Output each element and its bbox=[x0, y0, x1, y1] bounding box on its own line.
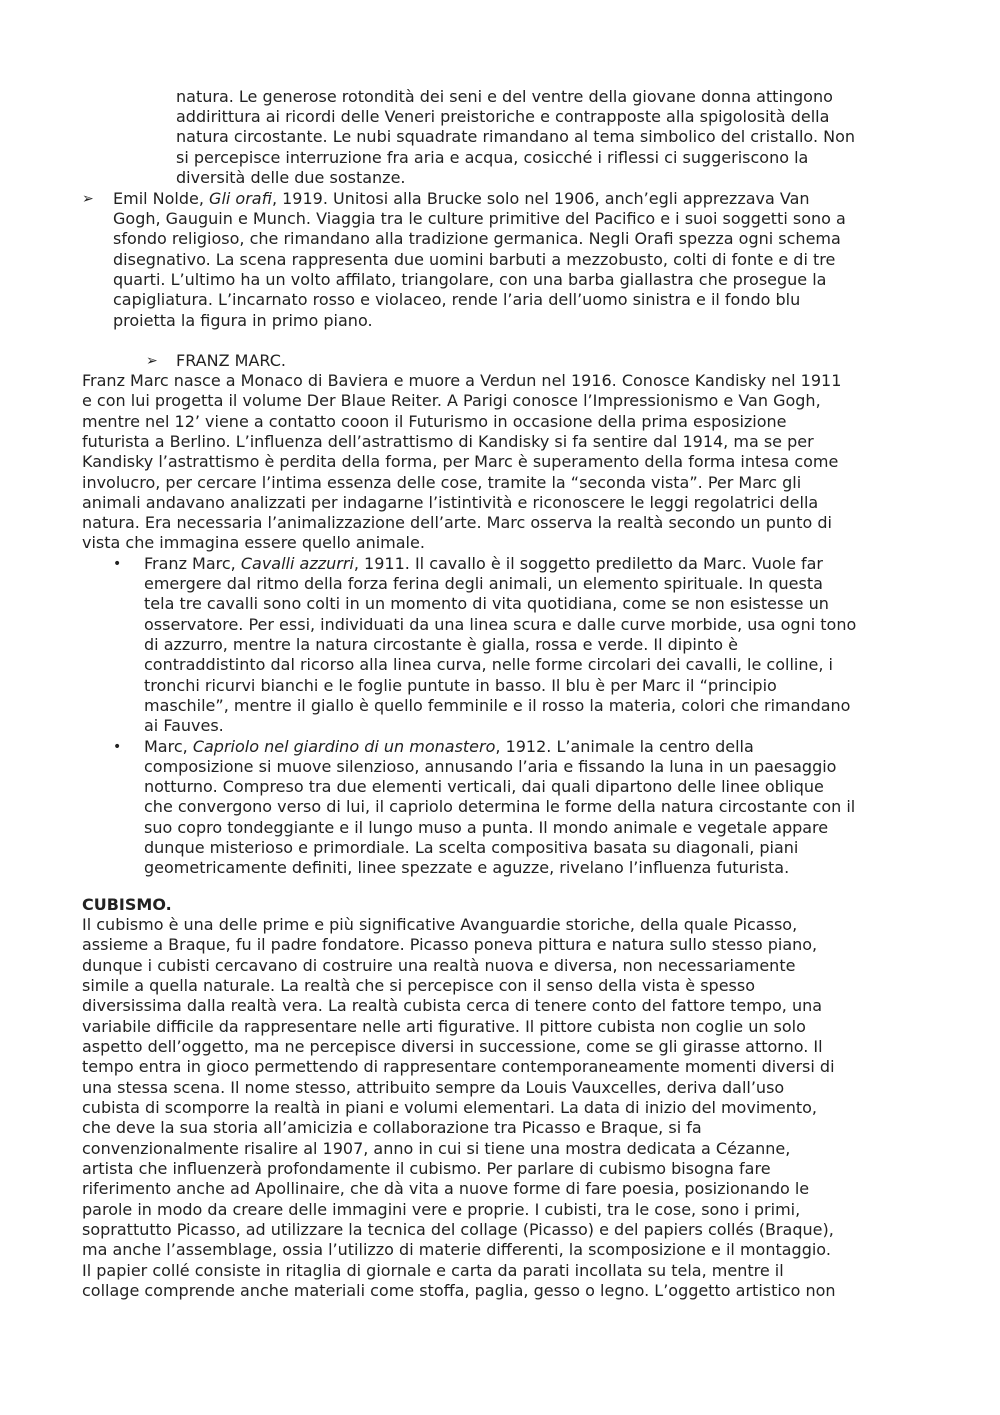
text-line: ma anche l’assemblage, ossia l’utilizzo di materie differenti, la scomposizione e il montaggio. bbox=[82, 1240, 831, 1259]
text-line: animali andavano analizzati per indagarne l’istintività e riconoscere le leggi regolatrici della bbox=[82, 493, 819, 512]
text-line: Il cubismo è una delle prime e più significative Avanguardie storiche, della quale Picasso, bbox=[82, 915, 798, 934]
text-line: dunque i cubisti cercavano di costruire una realtà nuova e diversa, non necessariamente bbox=[82, 956, 796, 975]
bullet-dot-icon: • bbox=[113, 739, 122, 755]
text-line: Il papier collé consiste in ritaglia di giornale e carta da parati incollata su tela, mentre il bbox=[82, 1261, 784, 1280]
text-line: assieme a Braque, fu il padre fondatore. Picasso poneva pittura e natura sullo stesso piano, bbox=[82, 935, 818, 954]
text-line: quarti. L’ultimo ha un volto affilato, triangolare, con una barba giallastra che prosegue la bbox=[113, 270, 827, 289]
text-line: convenzionalmente risalire al 1907, anno in cui si tiene una mostra dedicata a Cézanne, bbox=[82, 1139, 791, 1158]
text-line: si percepisce interruzione fra aria e acqua, cosicché i riflessi ci suggeriscono la bbox=[176, 148, 809, 167]
text-line: tela tre cavalli sono colti in un momento di vita quotidiana, come se non esistesse un bbox=[144, 594, 829, 613]
text-line: che convergono verso di lui, il capriolo determina le forme della natura circostante con il bbox=[144, 797, 856, 816]
arrow-bullet-icon: ➢ bbox=[82, 191, 94, 207]
list-item-text: , 1919. Unitosi alla Brucke solo nel 1906, anch’egli apprezzava Van bbox=[271, 189, 810, 208]
text-line: di azzurro, mentre la natura circostante è gialla, rossa e verde. Il dipinto è bbox=[144, 635, 738, 654]
text-line: sfondo religioso, che rimandano alla tradizione germanica. Negli Orafi spezza ogni schema bbox=[113, 229, 841, 248]
text-line: mentre nel 12’ viene a contatto cooon il Futurismo in occasione della prima esposizione bbox=[82, 412, 787, 431]
section-heading: CUBISMO. bbox=[82, 895, 172, 914]
text-line: dunque misterioso e primordiale. La scelta compositiva basata su diagonali, piani bbox=[144, 838, 799, 857]
text-line: soprattutto Picasso, ad utilizzare la tecnica del collage (Picasso) e del papiers collés (Braque), bbox=[82, 1220, 834, 1239]
text-line: contraddistinto dal ricorso alla linea curva, nelle forme circolari dei cavalli, le colline, i bbox=[144, 655, 833, 674]
text-line: diversità delle due sostanze. bbox=[176, 168, 406, 187]
text-line: parole in modo da creare delle immagini vere e proprie. I cubisti, tra le cose, sono i primi, bbox=[82, 1200, 801, 1219]
text-line: maschile”, mentre il giallo è quello femminile e il rosso la materia, colori che rimandano bbox=[144, 696, 851, 715]
text-line: cubista di scomporre la realtà in piani e volumi elementari. La data di inizio del movimento, bbox=[82, 1098, 817, 1117]
list-item-first-line bbox=[113, 189, 810, 209]
list-item-first-line bbox=[144, 737, 754, 757]
text-line: natura. Le generose rotondità dei seni e del ventre della giovane donna attingono bbox=[176, 87, 833, 106]
bullet-dot-icon: • bbox=[113, 556, 122, 572]
text-line: Gogh, Gauguin e Munch. Viaggia tra le culture primitive del Pacifico e i suoi soggetti sono a bbox=[113, 209, 846, 228]
artwork-title: Gli orafi bbox=[209, 189, 272, 208]
arrow-bullet-icon: ➢ bbox=[146, 353, 158, 369]
text-line: collage comprende anche materiali come stoffa, paglia, gesso o legno. L’oggetto artistico non bbox=[82, 1281, 836, 1300]
list-item-first-line bbox=[144, 554, 823, 574]
text-line: variabile difficile da rappresentare nelle arti figurative. Il pittore cubista non coglie un solo bbox=[82, 1017, 806, 1036]
artwork-author: Franz Marc, bbox=[144, 554, 241, 573]
text-line: disegnativo. La scena rappresenta due uomini barbuti a mezzobusto, colti di fonte e di tre bbox=[113, 250, 836, 269]
list-item-text: , 1912. L’animale la centro della bbox=[495, 737, 754, 756]
text-line: natura. Era necessaria l’animalizzazione dell’arte. Marc osserva la realtà secondo un punto di bbox=[82, 513, 832, 532]
text-line: Kandisky l’astrattismo è perdita della forma, per Marc è superamento della forma intesa come bbox=[82, 452, 839, 471]
artwork-title: Capriolo nel giardino di un monastero bbox=[192, 737, 496, 756]
text-line: tempo entra in gioco permettendo di rappresentare contemporaneamente momenti diversi di bbox=[82, 1057, 835, 1076]
text-line: che deve la sua storia all’amicizia e collaborazione tra Picasso e Braque, si fa bbox=[82, 1118, 702, 1137]
artwork-author: Marc, bbox=[144, 737, 193, 756]
text-line: composizione si muove silenzioso, annusando l’aria e fissando la luna in un paesaggio bbox=[144, 757, 837, 776]
text-line: notturno. Compreso tra due elementi verticali, dai quali dipartono delle linee oblique bbox=[144, 777, 824, 796]
text-line: natura circostante. Le nubi squadrate rimandano al tema simbolico del cristallo. Non bbox=[176, 127, 856, 146]
artwork-title: Cavalli azzurri bbox=[240, 554, 354, 573]
text-line: artista che influenzerà profondamente il cubismo. Per parlare di cubismo bisogna fare bbox=[82, 1159, 771, 1178]
text-line: capigliatura. L’incarnato rosso e violaceo, rende l’aria dell’uomo sinistra e il fondo blu bbox=[113, 290, 801, 309]
section-heading: FRANZ MARC. bbox=[176, 351, 286, 370]
text-line: geometricamente definiti, linee spezzate e aguzze, rivelano l’influenza futurista. bbox=[144, 858, 790, 877]
text-line: emergere dal ritmo della forza ferina degli animali, un elemento spirituale. In questa bbox=[144, 574, 823, 593]
text-line: addirittura ai ricordi delle Veneri preistoriche e contrapposte alla spigolosità della bbox=[176, 107, 830, 126]
text-line: Franz Marc nasce a Monaco di Baviera e muore a Verdun nel 1916. Conosce Kandisky nel 1911 bbox=[82, 371, 842, 390]
text-line: suo copro tondeggiante e il lungo muso a punta. Il mondo animale e vegetale appare bbox=[144, 818, 829, 837]
text-line: aspetto dell’oggetto, ma ne percepisce diversi in successione, come se gli girasse attorno. Il bbox=[82, 1037, 823, 1056]
text-line: futurista a Berlino. L’influenza dell’astrattismo di Kandisky si fa sentire dal 1914, ma se per bbox=[82, 432, 814, 451]
text-line: vista che immagina essere quello animale. bbox=[82, 533, 425, 552]
text-line: diversissima dalla realtà vera. La realtà cubista cerca di tenere conto del fattore tempo, una bbox=[82, 996, 823, 1015]
text-line: osservatore. Per essi, individuati da una linea scura e dalle curve morbide, usa ogni tono bbox=[144, 615, 857, 634]
text-line: simile a quella naturale. La realtà che si percepisce con il senso della vista è spesso bbox=[82, 976, 755, 995]
text-line: involucro, per cercare l’intima essenza delle cose, tramite la “seconda vista”. Per Marc gli bbox=[82, 473, 802, 492]
text-line: riferimento anche ad Apollinaire, che dà vita a nuove forme di fare poesia, posizionando le bbox=[82, 1179, 810, 1198]
artwork-author: Emil Nolde, bbox=[113, 189, 210, 208]
text-line: ai Fauves. bbox=[144, 716, 224, 735]
text-line: una stessa scena. Il nome stesso, attribuito sempre da Louis Vauxcelles, deriva dall’uso bbox=[82, 1078, 785, 1097]
text-line: e con lui progetta il volume Der Blaue Reiter. A Parigi conosce l’Impressionismo e Van Gogh, bbox=[82, 391, 821, 410]
text-line: proietta la figura in primo piano. bbox=[113, 311, 373, 330]
text-line: tronchi ricurvi bianchi e le foglie puntute in basso. Il blu è per Marc il “principio bbox=[144, 676, 777, 695]
list-item-text: , 1911. Il cavallo è il soggetto prediletto da Marc. Vuole far bbox=[353, 554, 824, 573]
